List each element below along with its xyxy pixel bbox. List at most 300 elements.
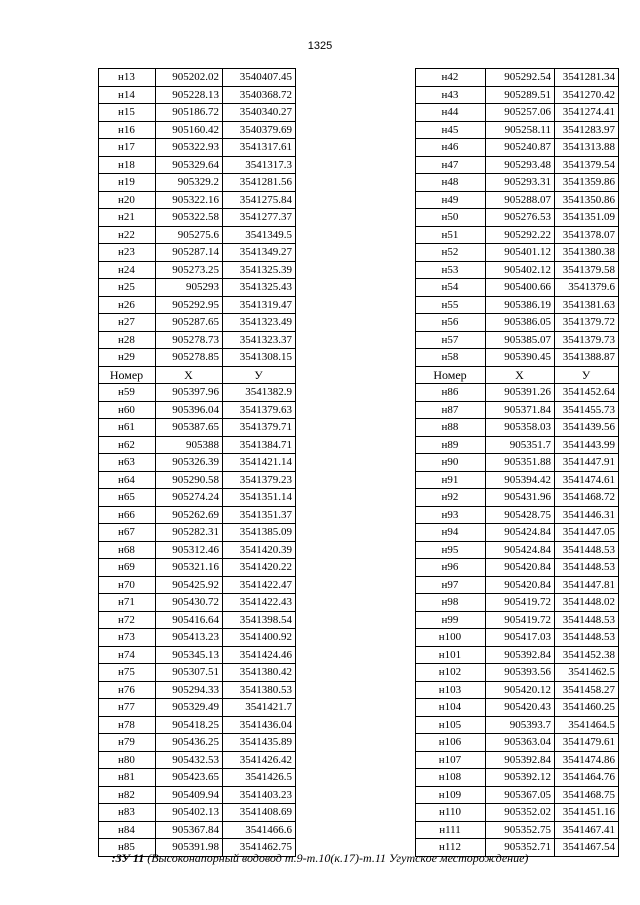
table-row xyxy=(416,489,619,507)
x-coordinate-cell: 905351.88 xyxy=(486,454,555,472)
y-coordinate-cell: 3541448.02 xyxy=(555,594,619,612)
y-coordinate-cell: 3541381.63 xyxy=(555,296,619,314)
point-id-cell: н23 xyxy=(99,244,156,262)
x-coordinate-cell: 905292.22 xyxy=(486,226,555,244)
table-row xyxy=(99,244,296,262)
x-coordinate-cell: 905409.94 xyxy=(156,786,223,804)
point-id-cell: н105 xyxy=(416,716,486,734)
y-coordinate-cell: 3541426.42 xyxy=(223,751,296,769)
x-coordinate-cell: 905391.98 xyxy=(156,839,223,857)
point-id-cell: н43 xyxy=(416,86,486,104)
x-coordinate-cell: 905240.87 xyxy=(486,139,555,157)
x-coordinate-cell: 905293.48 xyxy=(486,156,555,174)
x-coordinate-cell: 905387.65 xyxy=(156,419,223,437)
x-coordinate-cell: 905312.46 xyxy=(156,541,223,559)
y-coordinate-cell: 3541308.15 xyxy=(223,349,296,367)
y-coordinate-cell: 3541462.75 xyxy=(223,839,296,857)
y-coordinate-cell: 3540407.45 xyxy=(223,69,296,87)
table-row xyxy=(99,734,296,752)
table-row xyxy=(416,139,619,157)
y-coordinate-cell: 3541379.23 xyxy=(223,471,296,489)
y-coordinate-cell: 3541421.7 xyxy=(223,699,296,717)
y-coordinate-cell: 3541379.72 xyxy=(555,314,619,332)
point-id-cell: н65 xyxy=(99,489,156,507)
x-coordinate-cell: 905388 xyxy=(156,436,223,454)
point-id-cell: н112 xyxy=(416,839,486,857)
y-coordinate-cell: 3541474.86 xyxy=(555,751,619,769)
y-coordinate-cell: 3541467.54 xyxy=(555,839,619,857)
x-coordinate-cell: 905401.12 xyxy=(486,244,555,262)
table-row xyxy=(99,629,296,647)
point-id-cell: н62 xyxy=(99,436,156,454)
x-coordinate-cell: 905367.05 xyxy=(486,786,555,804)
point-id-cell: н22 xyxy=(99,226,156,244)
table-row xyxy=(416,401,619,419)
y-coordinate-cell: 3541403.23 xyxy=(223,786,296,804)
table-row xyxy=(99,261,296,279)
y-coordinate-cell: 3541420.22 xyxy=(223,559,296,577)
table-row xyxy=(416,226,619,244)
point-id-cell: н95 xyxy=(416,541,486,559)
y-coordinate-cell: 3541421.14 xyxy=(223,454,296,472)
y-coordinate-cell: 3541446.31 xyxy=(555,506,619,524)
x-coordinate-cell: 905393.7 xyxy=(486,716,555,734)
x-coordinate-cell: 905186.72 xyxy=(156,104,223,122)
point-id-cell: н45 xyxy=(416,121,486,139)
x-coordinate-cell: 905420.84 xyxy=(486,559,555,577)
table-row xyxy=(416,209,619,227)
table-row xyxy=(416,611,619,629)
x-coordinate-cell: 905402.12 xyxy=(486,261,555,279)
y-coordinate-cell: 3541460.25 xyxy=(555,699,619,717)
caption xyxy=(0,851,640,866)
table-row xyxy=(99,104,296,122)
table-row xyxy=(416,279,619,297)
x-coordinate-cell: 905423.65 xyxy=(156,769,223,787)
table-row xyxy=(99,576,296,594)
table-row xyxy=(99,384,296,402)
point-id-cell: н103 xyxy=(416,681,486,699)
table-row xyxy=(416,716,619,734)
table-row xyxy=(99,594,296,612)
y-coordinate-cell: 3541466.6 xyxy=(223,821,296,839)
x-coordinate-cell: 905293.31 xyxy=(486,174,555,192)
x-coordinate-cell: 905420.43 xyxy=(486,699,555,717)
x-coordinate-cell: 905432.53 xyxy=(156,751,223,769)
x-coordinate-cell: 905307.51 xyxy=(156,664,223,682)
point-id-cell: н52 xyxy=(416,244,486,262)
x-coordinate-cell: 905275.6 xyxy=(156,226,223,244)
table-row xyxy=(99,86,296,104)
y-coordinate-cell: 3541351.14 xyxy=(223,489,296,507)
y-coordinate-cell: 3541351.37 xyxy=(223,506,296,524)
point-id-cell: н53 xyxy=(416,261,486,279)
point-id-cell: н82 xyxy=(99,786,156,804)
point-id-cell: н85 xyxy=(99,839,156,857)
table-row xyxy=(416,734,619,752)
x-coordinate-cell: 905402.13 xyxy=(156,804,223,822)
x-coordinate-cell: 905419.72 xyxy=(486,611,555,629)
point-id-cell: н15 xyxy=(99,104,156,122)
point-id-cell: н49 xyxy=(416,191,486,209)
table-row xyxy=(416,664,619,682)
point-id-cell: н44 xyxy=(416,104,486,122)
table-row xyxy=(416,191,619,209)
y-coordinate-cell: 3541448.53 xyxy=(555,629,619,647)
y-coordinate-cell: 3541275.84 xyxy=(223,191,296,209)
table-row xyxy=(99,716,296,734)
table-row xyxy=(416,121,619,139)
x-coordinate-cell: 905424.84 xyxy=(486,524,555,542)
point-id-cell: н75 xyxy=(99,664,156,682)
x-coordinate-cell: 905287.65 xyxy=(156,314,223,332)
table-row xyxy=(416,786,619,804)
table-row xyxy=(416,559,619,577)
y-coordinate-cell: 3541436.04 xyxy=(223,716,296,734)
x-coordinate-cell: 905322.16 xyxy=(156,191,223,209)
table-row xyxy=(416,681,619,699)
x-coordinate-cell: 905386.05 xyxy=(486,314,555,332)
table-row xyxy=(99,314,296,332)
x-coordinate-cell: 905363.04 xyxy=(486,734,555,752)
point-id-cell: н13 xyxy=(99,69,156,87)
table-row xyxy=(416,646,619,664)
x-coordinate-cell: 905420.12 xyxy=(486,681,555,699)
point-id-cell: н14 xyxy=(99,86,156,104)
point-id-cell: н63 xyxy=(99,454,156,472)
table-row xyxy=(99,331,296,349)
x-coordinate-cell: 905400.66 xyxy=(486,279,555,297)
table-row xyxy=(99,559,296,577)
x-coordinate-cell: 905294.33 xyxy=(156,681,223,699)
x-coordinate-cell: 905424.84 xyxy=(486,541,555,559)
x-coordinate-cell: 905352.02 xyxy=(486,804,555,822)
point-id-cell: н96 xyxy=(416,559,486,577)
table-row xyxy=(416,576,619,594)
x-coordinate-cell: 905321.16 xyxy=(156,559,223,577)
y-coordinate-cell: 3541277.37 xyxy=(223,209,296,227)
y-coordinate-cell: 3540368.72 xyxy=(223,86,296,104)
x-coordinate-cell: 905290.58 xyxy=(156,471,223,489)
table-row xyxy=(416,769,619,787)
point-id-cell: н93 xyxy=(416,506,486,524)
point-id-cell: н109 xyxy=(416,786,486,804)
y-coordinate-cell: 3541281.34 xyxy=(555,69,619,87)
table-row xyxy=(416,69,619,87)
x-coordinate-cell: 905420.84 xyxy=(486,576,555,594)
y-coordinate-cell: 3541323.49 xyxy=(223,314,296,332)
table-row xyxy=(416,699,619,717)
point-id-cell: н67 xyxy=(99,524,156,542)
point-id-cell: н79 xyxy=(99,734,156,752)
table-row xyxy=(416,471,619,489)
table-row xyxy=(99,139,296,157)
point-id-cell: н77 xyxy=(99,699,156,717)
point-id-cell: н16 xyxy=(99,121,156,139)
y-coordinate-cell: 3541380.38 xyxy=(555,244,619,262)
x-coordinate-cell: 905392.12 xyxy=(486,769,555,787)
x-coordinate-cell: 905273.25 xyxy=(156,261,223,279)
x-coordinate-cell: 905287.14 xyxy=(156,244,223,262)
x-coordinate-cell: 905202.02 xyxy=(156,69,223,87)
point-id-cell: н18 xyxy=(99,156,156,174)
x-coordinate-cell: 905292.95 xyxy=(156,296,223,314)
x-coordinate-cell: 905322.58 xyxy=(156,209,223,227)
point-id-cell: н101 xyxy=(416,646,486,664)
table-header-row xyxy=(99,366,296,384)
x-coordinate-cell: 905371.84 xyxy=(486,401,555,419)
point-id-cell: н111 xyxy=(416,821,486,839)
y-coordinate-cell: 3541281.56 xyxy=(223,174,296,192)
y-coordinate-cell: 3541447.05 xyxy=(555,524,619,542)
y-coordinate-cell: 3541319.47 xyxy=(223,296,296,314)
table-row xyxy=(416,436,619,454)
point-id-cell: н46 xyxy=(416,139,486,157)
point-id-cell: н69 xyxy=(99,559,156,577)
x-coordinate-cell: 905228.13 xyxy=(156,86,223,104)
x-coordinate-cell: 905416.64 xyxy=(156,611,223,629)
x-coordinate-cell: 905397.96 xyxy=(156,384,223,402)
y-coordinate-cell: 3541422.43 xyxy=(223,594,296,612)
x-coordinate-cell: 905278.85 xyxy=(156,349,223,367)
point-id-cell: н83 xyxy=(99,804,156,822)
y-coordinate-cell: 3541274.41 xyxy=(555,104,619,122)
x-coordinate-cell: 905413.23 xyxy=(156,629,223,647)
table-row xyxy=(99,664,296,682)
table-row xyxy=(416,804,619,822)
table-row xyxy=(416,384,619,402)
y-coordinate-cell: 3541451.16 xyxy=(555,804,619,822)
y-coordinate-cell: 3541464.5 xyxy=(555,716,619,734)
x-coordinate-cell: 905292.54 xyxy=(486,69,555,87)
y-coordinate-cell: 3541452.38 xyxy=(555,646,619,664)
y-coordinate-cell: 3541325.43 xyxy=(223,279,296,297)
table-row xyxy=(99,611,296,629)
y-coordinate-cell: 3541270.42 xyxy=(555,86,619,104)
table-row xyxy=(99,821,296,839)
table-row xyxy=(416,506,619,524)
point-id-cell: н102 xyxy=(416,664,486,682)
y-coordinate-cell: 3541388.87 xyxy=(555,349,619,367)
y-coordinate-cell: 3541379.71 xyxy=(223,419,296,437)
table-row xyxy=(99,191,296,209)
point-id-cell: н56 xyxy=(416,314,486,332)
x-coordinate-cell: 905393.56 xyxy=(486,664,555,682)
y-coordinate-cell: 3541448.53 xyxy=(555,541,619,559)
x-coordinate-cell: 905345.13 xyxy=(156,646,223,664)
point-id-cell: н64 xyxy=(99,471,156,489)
point-id-cell: н99 xyxy=(416,611,486,629)
table-row xyxy=(99,506,296,524)
point-id-cell: н17 xyxy=(99,139,156,157)
table-row xyxy=(416,314,619,332)
table-row xyxy=(99,69,296,87)
point-id-cell: н88 xyxy=(416,419,486,437)
x-coordinate-cell: 905257.06 xyxy=(486,104,555,122)
y-coordinate-cell: 3541474.61 xyxy=(555,471,619,489)
table-header-row xyxy=(416,366,619,384)
y-coordinate-cell: 3541323.37 xyxy=(223,331,296,349)
point-id-cell: н54 xyxy=(416,279,486,297)
x-coordinate-cell: 905394.42 xyxy=(486,471,555,489)
x-coordinate-cell: 905352.71 xyxy=(486,839,555,857)
point-id-cell: н70 xyxy=(99,576,156,594)
point-id-cell: н97 xyxy=(416,576,486,594)
point-id-cell: н94 xyxy=(416,524,486,542)
x-coordinate-cell: 905392.84 xyxy=(486,646,555,664)
table-row xyxy=(416,156,619,174)
y-coordinate-cell: 3541382.9 xyxy=(223,384,296,402)
point-id-cell: н57 xyxy=(416,331,486,349)
point-id-cell: н28 xyxy=(99,331,156,349)
table-row xyxy=(416,821,619,839)
x-coordinate-cell: 905428.75 xyxy=(486,506,555,524)
table-row xyxy=(99,699,296,717)
table-row xyxy=(416,751,619,769)
point-id-cell: н42 xyxy=(416,69,486,87)
x-coordinate-cell: 905390.45 xyxy=(486,349,555,367)
y-coordinate-cell: 3541313.88 xyxy=(555,139,619,157)
point-id-cell: н21 xyxy=(99,209,156,227)
point-id-cell: н100 xyxy=(416,629,486,647)
point-id-cell: н90 xyxy=(416,454,486,472)
table-row xyxy=(416,104,619,122)
table-row xyxy=(99,454,296,472)
y-coordinate-cell: 3541458.27 xyxy=(555,681,619,699)
y-coordinate-cell: 3541379.54 xyxy=(555,156,619,174)
x-coordinate-cell: 905326.39 xyxy=(156,454,223,472)
y-coordinate-cell: 3541350.86 xyxy=(555,191,619,209)
table-row xyxy=(99,401,296,419)
point-id-cell: н50 xyxy=(416,209,486,227)
point-id-cell: н92 xyxy=(416,489,486,507)
point-id-cell: н60 xyxy=(99,401,156,419)
y-coordinate-cell: 3541439.56 xyxy=(555,419,619,437)
table-row xyxy=(99,804,296,822)
x-coordinate-cell: 905418.25 xyxy=(156,716,223,734)
table-row xyxy=(416,349,619,367)
y-coordinate-cell: 3541380.42 xyxy=(223,664,296,682)
x-coordinate-cell: 905431.96 xyxy=(486,489,555,507)
y-coordinate-cell: 3541479.61 xyxy=(555,734,619,752)
y-coordinate-cell: 3541349.27 xyxy=(223,244,296,262)
point-id-cell: н80 xyxy=(99,751,156,769)
point-id-cell: н86 xyxy=(416,384,486,402)
table-row xyxy=(416,541,619,559)
y-coordinate-cell: 3541447.81 xyxy=(555,576,619,594)
table-row xyxy=(99,226,296,244)
y-coordinate-cell: 3541468.72 xyxy=(555,489,619,507)
table-row xyxy=(99,174,296,192)
point-id-cell: н106 xyxy=(416,734,486,752)
x-coordinate-cell: 905322.93 xyxy=(156,139,223,157)
point-id-cell: н78 xyxy=(99,716,156,734)
y-coordinate-cell: 3541426.5 xyxy=(223,769,296,787)
point-id-cell: н29 xyxy=(99,349,156,367)
table-row xyxy=(99,279,296,297)
header-cell-y: У xyxy=(223,366,296,384)
x-coordinate-cell: 905278.73 xyxy=(156,331,223,349)
y-coordinate-cell: 3541359.86 xyxy=(555,174,619,192)
point-id-cell: н66 xyxy=(99,506,156,524)
x-coordinate-cell: 905352.75 xyxy=(486,821,555,839)
x-coordinate-cell: 905289.51 xyxy=(486,86,555,104)
header-cell-x: X xyxy=(156,366,223,384)
x-coordinate-cell: 905282.31 xyxy=(156,524,223,542)
table-row xyxy=(99,541,296,559)
y-coordinate-cell: 3541379.63 xyxy=(223,401,296,419)
y-coordinate-cell: 3541379.73 xyxy=(555,331,619,349)
y-coordinate-cell: 3541443.99 xyxy=(555,436,619,454)
point-id-cell: н91 xyxy=(416,471,486,489)
table-row xyxy=(416,174,619,192)
table-row xyxy=(99,156,296,174)
point-id-cell: н104 xyxy=(416,699,486,717)
y-coordinate-cell: 3541398.54 xyxy=(223,611,296,629)
point-id-cell: н107 xyxy=(416,751,486,769)
x-coordinate-cell: 905396.04 xyxy=(156,401,223,419)
x-coordinate-cell: 905425.92 xyxy=(156,576,223,594)
y-coordinate-cell: 3541317.3 xyxy=(223,156,296,174)
x-coordinate-cell: 905436.25 xyxy=(156,734,223,752)
y-coordinate-cell: 3540379.69 xyxy=(223,121,296,139)
table-row xyxy=(416,454,619,472)
table-row xyxy=(99,751,296,769)
x-coordinate-cell: 905391.26 xyxy=(486,384,555,402)
x-coordinate-cell: 905329.64 xyxy=(156,156,223,174)
point-id-cell: н20 xyxy=(99,191,156,209)
table-row xyxy=(99,209,296,227)
y-coordinate-cell: 3541452.64 xyxy=(555,384,619,402)
y-coordinate-cell: 3541351.09 xyxy=(555,209,619,227)
x-coordinate-cell: 905430.72 xyxy=(156,594,223,612)
point-id-cell: н48 xyxy=(416,174,486,192)
y-coordinate-cell: 3541462.5 xyxy=(555,664,619,682)
point-id-cell: н81 xyxy=(99,769,156,787)
point-id-cell: н84 xyxy=(99,821,156,839)
point-id-cell: н76 xyxy=(99,681,156,699)
y-coordinate-cell: 3541448.53 xyxy=(555,611,619,629)
x-coordinate-cell: 905293 xyxy=(156,279,223,297)
point-id-cell: н26 xyxy=(99,296,156,314)
y-coordinate-cell: 3541420.39 xyxy=(223,541,296,559)
point-id-cell: н51 xyxy=(416,226,486,244)
table-row xyxy=(99,471,296,489)
coordinates-table-left xyxy=(98,68,296,857)
table-row xyxy=(99,489,296,507)
x-coordinate-cell: 905351.7 xyxy=(486,436,555,454)
point-id-cell: н24 xyxy=(99,261,156,279)
y-coordinate-cell: 3541317.61 xyxy=(223,139,296,157)
x-coordinate-cell: 905367.84 xyxy=(156,821,223,839)
x-coordinate-cell: 905417.03 xyxy=(486,629,555,647)
table-row xyxy=(416,331,619,349)
y-coordinate-cell: 3541325.39 xyxy=(223,261,296,279)
table-row xyxy=(99,524,296,542)
header-cell-x: X xyxy=(486,366,555,384)
x-coordinate-cell: 905288.07 xyxy=(486,191,555,209)
point-id-cell: н68 xyxy=(99,541,156,559)
caption-prefix: :ЗУ 11 xyxy=(111,851,145,865)
y-coordinate-cell: 3541380.53 xyxy=(223,681,296,699)
caption-text: (Высоконапорный водовод т.9-т.10(к.17)-т.11 Угутское месторождение) xyxy=(144,851,529,865)
point-id-cell: н47 xyxy=(416,156,486,174)
point-id-cell: н72 xyxy=(99,611,156,629)
table-row xyxy=(99,436,296,454)
y-coordinate-cell: 3541455.73 xyxy=(555,401,619,419)
table-row xyxy=(99,769,296,787)
y-coordinate-cell: 3541400.92 xyxy=(223,629,296,647)
